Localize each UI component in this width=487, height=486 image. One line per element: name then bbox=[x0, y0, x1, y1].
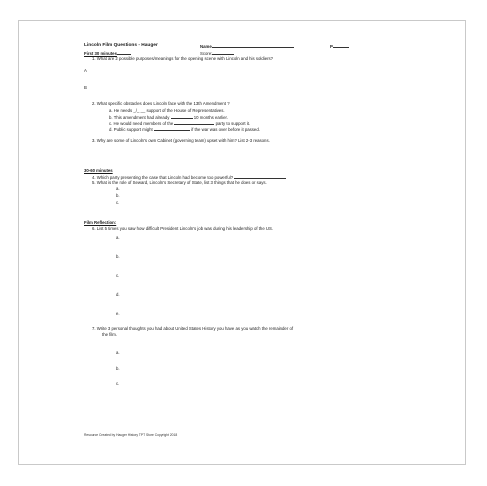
question-2-item-d bbox=[109, 126, 260, 133]
question-7 bbox=[92, 326, 293, 332]
question-3-text: 3. Why are some of Lincoln's own Cabinet (governing team) upset with him? List 2-3 reasons. bbox=[92, 138, 270, 143]
q2-item-d-blank bbox=[154, 126, 190, 131]
q2-item-c-pre: c. He would need members of the bbox=[109, 121, 174, 126]
question-1-answer-b bbox=[84, 85, 87, 91]
question-7-item-c bbox=[116, 381, 119, 387]
q5-item-a-label: a. bbox=[116, 186, 120, 191]
answer-a-label: A bbox=[84, 68, 87, 73]
question-6-item-b bbox=[116, 254, 120, 260]
name-label: Name bbox=[200, 44, 212, 49]
question-5-item-b bbox=[116, 193, 120, 199]
heading-blank bbox=[117, 50, 131, 55]
question-6 bbox=[92, 226, 273, 232]
question-6-text: 6. List 5 times you saw how difficult President Lincoln's job was during his leadership of the US. bbox=[92, 226, 274, 231]
q6-item-c-label: c. bbox=[116, 273, 120, 278]
question-7-text-line1: 7. Write 3 personal thoughts you had about United States History you have as you watch the remainder of bbox=[92, 326, 294, 331]
section3-heading: Film Reflection: bbox=[84, 220, 117, 225]
question-5-item-a bbox=[116, 186, 120, 192]
q7-item-b-label: b. bbox=[116, 366, 120, 371]
question-2-item-a bbox=[109, 108, 225, 114]
q6-item-e-label: e. bbox=[116, 311, 120, 316]
period-label: P bbox=[330, 44, 333, 49]
question-5-item-c bbox=[116, 200, 119, 206]
question-2 bbox=[92, 101, 230, 107]
title-text: Lincoln Film Questions - Hauger bbox=[84, 43, 158, 48]
section2-heading: 30-60 minutes bbox=[84, 168, 113, 173]
question-6-item-a bbox=[116, 235, 120, 241]
question-1 bbox=[92, 56, 273, 62]
worksheet-title bbox=[84, 43, 158, 49]
score-blank bbox=[212, 50, 234, 55]
q2-item-a-text: a. He needs _/_ __ support of the House of Representatives. bbox=[109, 108, 225, 113]
score-label: Score: bbox=[200, 51, 213, 56]
question-3 bbox=[92, 138, 270, 144]
q5-item-b-label: b. bbox=[116, 193, 120, 198]
copyright-footer bbox=[84, 433, 177, 437]
footer-text: Resource Created by Hauger History TPT Store Copyright 2018 bbox=[84, 433, 178, 437]
question-6-item-d bbox=[116, 292, 120, 298]
q2-item-d-post: if the war was over before it passed. bbox=[191, 127, 260, 132]
question-4-blank bbox=[234, 174, 286, 179]
q2-item-b-blank bbox=[171, 114, 193, 119]
q6-item-a-label: a. bbox=[116, 235, 120, 240]
q2-item-b-post: 10 months earlier. bbox=[193, 115, 228, 120]
q7-item-a-label: a. bbox=[116, 350, 120, 355]
question-7-item-a bbox=[116, 350, 120, 356]
question-5-text: 5. What is the role of Seward, Lincoln's Secretary of State, list 3 things that he does or says. bbox=[92, 180, 267, 185]
q2-item-c-post: party to support it. bbox=[215, 121, 251, 126]
q2-item-b-pre: b. This amendment had already bbox=[109, 115, 170, 120]
question-5 bbox=[92, 180, 267, 186]
q5-item-c-label: c. bbox=[116, 200, 120, 205]
question-1-answer-a bbox=[84, 68, 87, 74]
q6-item-b-label: b. bbox=[116, 254, 120, 259]
q7-item-c-label: c. bbox=[116, 381, 120, 386]
q2-item-c-blank bbox=[174, 120, 214, 125]
name-field bbox=[200, 43, 294, 50]
question-4-text: 4. Which party presenting the case that Lincoln had become too powerful? bbox=[92, 175, 234, 180]
question-6-item-e bbox=[116, 311, 120, 317]
section1-heading: First 30 minutes bbox=[84, 51, 117, 56]
name-blank bbox=[212, 43, 294, 48]
period-blank bbox=[333, 43, 349, 48]
question-6-item-c bbox=[116, 273, 119, 279]
question-1-text: 1. What are 2 possible purposes/meanings for the opening scene with Lincoln and his soldiers? bbox=[92, 56, 274, 61]
period-field bbox=[330, 43, 349, 50]
section-heading-30-60 bbox=[84, 168, 113, 174]
section-heading-film-reflection bbox=[84, 220, 116, 226]
question-2-text: 2. What specific obstacles does Lincoln face with the 13th Amendment ? bbox=[92, 101, 230, 106]
question-7-item-b bbox=[116, 366, 120, 372]
question-7-text-line2: the film. bbox=[102, 332, 118, 337]
q6-item-d-label: d. bbox=[116, 292, 120, 297]
q2-item-d-pre: d. Public support might bbox=[109, 127, 153, 132]
answer-b-label: B bbox=[84, 85, 87, 90]
question-7-line2 bbox=[102, 332, 117, 338]
